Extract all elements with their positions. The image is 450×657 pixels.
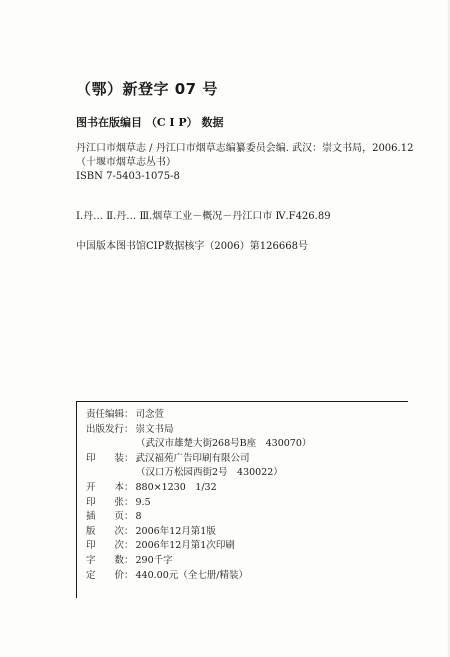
colophon-row-format [86,481,406,496]
colophon-row-editor [86,408,406,423]
colophon-label: 出版发行： [86,423,134,435]
colophon-value: 崇文书局 [135,423,174,435]
colophon-value: 2006年12月第1次印刷 [135,540,235,552]
colophon-top-rule [76,401,408,402]
colophon-row-printer [86,452,406,467]
colophon-label: 印 装： [86,452,134,464]
colophon-row-publisher [86,423,406,438]
colophon-value: （汉口万松园西街2号 430022） [136,467,283,479]
cip-heading: 图书在版编目 （C I P） 数据 [76,116,224,129]
colophon-label: 开 本： [86,481,134,493]
colophon-row-printer-address [86,466,406,481]
cip-isbn-line: ISBN 7-5403-1075-8 [76,171,180,182]
cip-verification-number: 中国版本图书馆CIP数据核字（2006）第126668号 [76,241,308,252]
colophon-label: 版 次： [86,525,134,537]
colophon-row-edition [86,525,406,540]
colophon-value: 880×1230 1/32 [135,481,217,493]
colophon-row-price [86,569,406,584]
colophon-row-plates [86,510,406,525]
colophon-label: 印 张： [86,496,134,508]
colophon-label: 印 次： [86,540,134,552]
colophon-block [86,408,406,583]
registration-number: （鄂）新登字 07 号 [76,80,218,98]
cip-series-line: （十堰市烟草志丛书） [76,157,176,168]
colophon-value: 9.5 [135,496,151,508]
colophon-row-publisher-address [86,437,406,452]
colophon-value: 2006年12月第1版 [135,525,216,537]
colophon-value: 290千字 [135,554,173,566]
cip-title-line: 丹江口市烟草志 / 丹江口市烟草志编纂委员会编. 武汉：崇文书局，2006.12 [76,143,414,154]
colophon-side-rule [76,401,77,598]
colophon-row-word-count [86,554,406,569]
colophon-row-impression [86,539,406,554]
colophon-label: 责任编辑： [86,409,134,420]
colophon-value: 司念萱 [135,409,165,420]
colophon-value: 440.00元（全七册/精装） [135,569,248,581]
colophon-label: 插 页： [86,511,134,523]
colophon-value: （武汉市雄楚大街268号B座 430070） [136,438,312,450]
colophon-value: 武汉福苑广告印刷有限公司 [135,452,250,464]
colophon-label: 定 价： [86,569,134,581]
colophon-value: 8 [135,511,142,523]
cip-classification: Ⅰ.丹… Ⅱ.丹… Ⅲ.烟草工业－概况－丹江口市 Ⅳ.F426.89 [76,211,331,222]
cip-record [76,142,426,184]
colophon-label: 字 数： [86,554,134,566]
colophon-row-sheets [86,496,406,511]
